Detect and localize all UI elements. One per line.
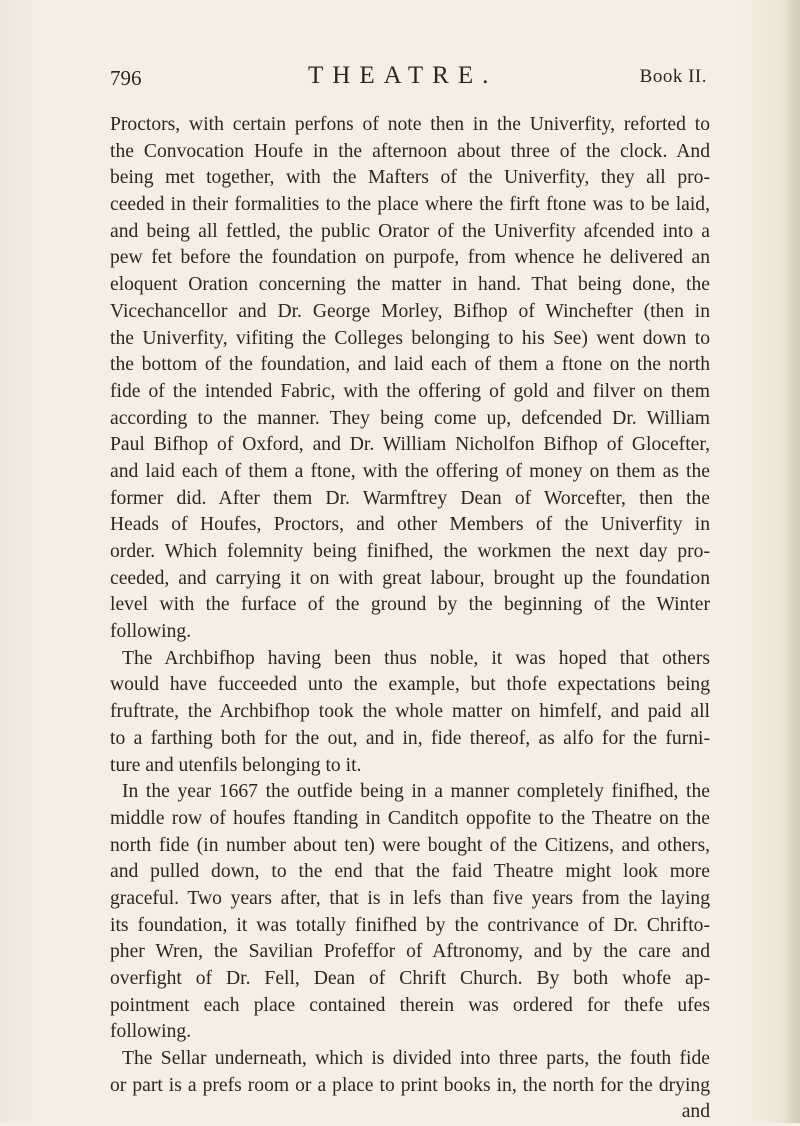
text-line: being met together, with the Mafters of the Univerfity, they all pro- [110,167,710,189]
text-line: its foundation, it was totally finifhed by the contrivance of Dr. Chrifto- [110,914,710,936]
text-line: north fide (in number about ten) were bought of the Citizens, and others, [110,834,710,856]
text-line: order. Which folemnity being finifhed, the workmen the next day pro- [110,541,710,562]
text-line: or part is a prefs room or a place to print books in, the north for the drying [110,1074,710,1096]
text-line: level with the furface of the ground by the beginning of the Winter [110,594,710,616]
text-line: The Archbifhop having been thus noble, it was hoped that others [122,647,710,669]
text-line: In the year 1667 the outfide being in a manner completely finifhed, the [122,781,710,803]
text-line: according to the manner. They being come up, defcended Dr. William [110,407,710,429]
text-line: ceeded in their formalities to the place where the firft ftone was to be laid, [110,194,710,216]
book-label: Book II. [639,66,707,87]
text-line: pointment each place contained therein was ordered for thefe ufes [110,994,710,1016]
text-line: and being all fettled, the public Orator of the Univerfity afcended into a [110,220,710,242]
text-line: Vicechancellor and Dr. George Morley, Bifhop of Winchefter (then in [110,300,710,322]
text-line: The Sellar underneath, which is divided into three parts, the fouth fide [122,1048,710,1070]
text-line: Proctors, with certain perfons of note then in the Univerfity, reforted to [110,114,710,135]
text-line: and [681,1101,710,1123]
page-edge-shadow [782,0,800,1123]
text-line: to a farthing both for the out, and in, fide thereof, as alfo for the furni- [110,727,710,749]
text-line: and pulled down, to the end that the faid Theatre might look more [110,861,710,883]
text-line: following. [110,621,192,643]
text-line: ceeded, and carrying it on with great labour, brought up the foundation [110,567,710,589]
text-line: ture and utenfils belonging to it. [110,754,362,776]
text-line: fide of the intended Fabric, with the offering of gold and filver on them [110,380,710,402]
text-line: graceful. Two years after, that is in lefs than five years from the laying [110,887,710,909]
body-text [110,112,710,1126]
text-line: pher Wren, the Savilian Profeffor of Aftronomy, and by the care and [110,941,710,963]
text-line: middle row of houfes ftanding in Canditch oppofite to the Theatre on the [110,807,710,829]
text-line: the Univerfity, vifiting the Colleges belonging to his See) went down to [110,327,710,349]
text-line: following. [110,1021,192,1043]
text-line: eloquent Oration concerning the matter in hand. That being done, the [110,274,710,296]
text-line: the bottom of the foundation, and laid each of them a ftone on the north [110,354,710,376]
page-number: 796 [110,66,142,90]
running-title: THEATRE. [308,62,498,89]
text-line: Heads of Houfes, Proctors, and other Members of the Univerfity in [110,514,710,536]
text-line: Paul Bifhop of Oxford, and Dr. William Nicholfon Bifhop of Glocefter, [110,434,710,456]
text-line: fruftrate, the Archbifhop took the whole matter on himfelf, and paid all [110,701,710,723]
text-line: would have fucceeded unto the example, but thofe expectations being [110,674,710,696]
text-line: pew fet before the foundation on purpofe, from whence he delivered an [110,247,710,269]
text-line: overfight of Dr. Fell, Dean of Chrift Church. By both whofe ap- [110,968,710,989]
text-line: and laid each of them a ftone, with the offering of money on them as the [110,460,710,482]
text-line: former did. After them Dr. Warmftrey Dean of Worcefter, then the [110,487,710,509]
page-header [110,62,710,92]
text-line: the Convocation Houfe in the afternoon about three of the clock. And [110,140,710,162]
